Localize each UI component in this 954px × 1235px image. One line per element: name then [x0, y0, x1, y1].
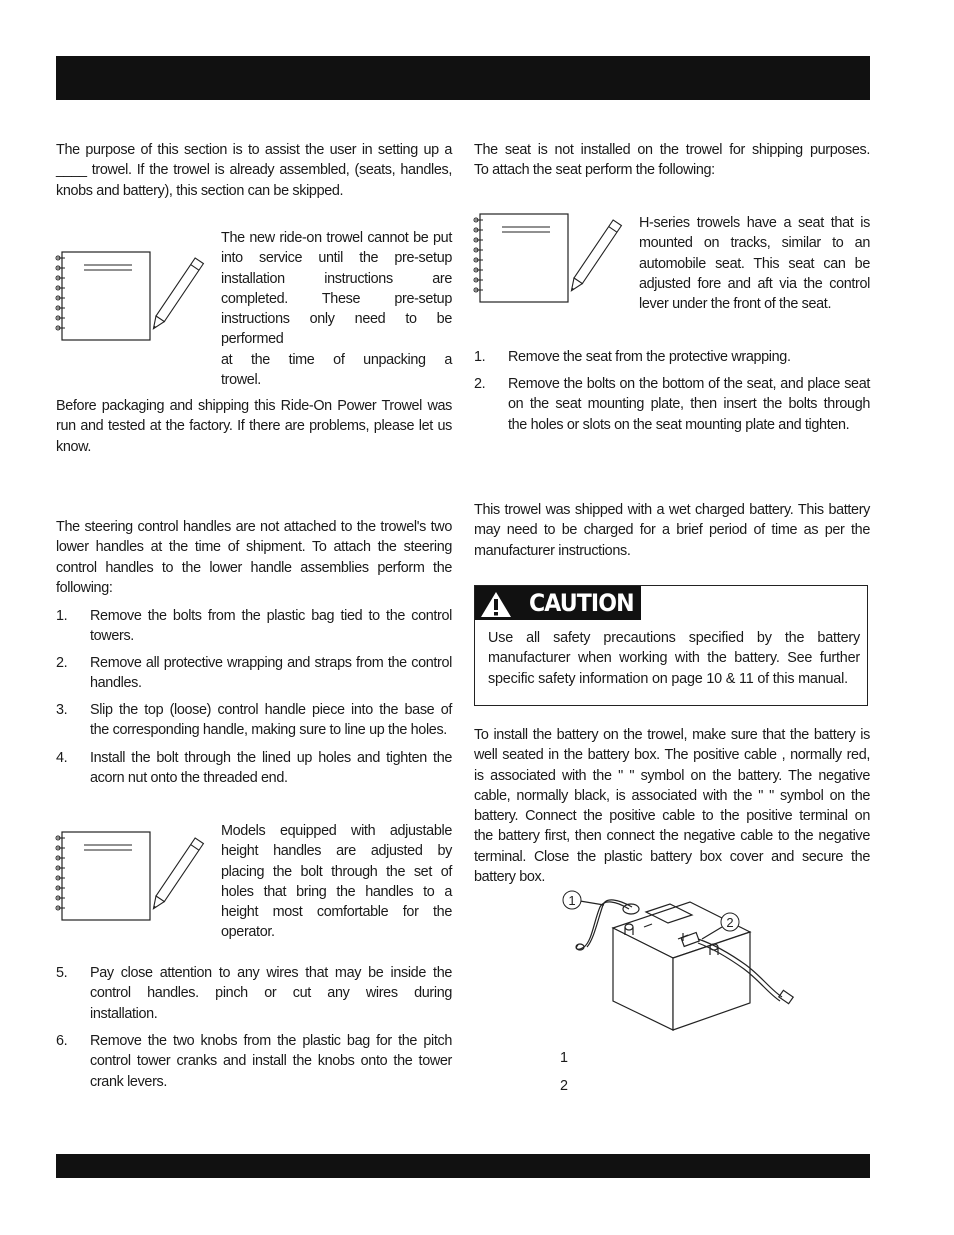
list-number: 3. [56, 702, 68, 718]
text-line: This trowel was shipped with a wet charged battery. This battery [474, 502, 870, 518]
notebook-pencil-icon [472, 208, 628, 308]
text-line: H-series trowels have a seat that is [639, 215, 870, 231]
text-line: manufacturer when working with the battery. See further [488, 650, 860, 667]
list-number: 1. [56, 608, 68, 624]
text-line: Remove the two knobs from the plastic bag for the pitch [90, 1033, 452, 1049]
text-line: battery. Connect the positive cable to the positive terminal on [474, 808, 870, 825]
text-line: terminal. Close the plastic battery box cover and secure the [474, 848, 870, 865]
text-line: well seated in the battery box. The positive cable , normally red, [474, 747, 870, 764]
text-line: on the seat mounting plate, then insert the bolts through [508, 396, 870, 413]
text-line: manufacturer instructions. [474, 542, 631, 559]
list-number: 1. [474, 349, 486, 365]
text-line: at the time of unpacking a [221, 351, 452, 368]
list-text [90, 606, 452, 647]
text-line: installation. [90, 1005, 158, 1022]
text-line: control tower cranks and install the knobs onto the tower [90, 1053, 452, 1070]
list-item [56, 963, 452, 1024]
text-line: Remove the bolts on the bottom of the seat, and place seat [508, 376, 870, 392]
text-line: the corresponding handle, making sure to line up the holes. [90, 722, 447, 739]
notebook-pencil-icon [54, 246, 210, 346]
text-line: may need to be charged for a brief period of time as per the [474, 522, 870, 539]
list-text [90, 748, 452, 789]
list-item [56, 653, 452, 694]
text-line: Remove the bolts from the plastic bag tied to the control [90, 608, 452, 624]
text-line: towers. [90, 628, 134, 645]
text-line: mounted on tracks, similar to an [639, 235, 870, 252]
text-line: is associated with the " " symbol on the battery. The negative [474, 767, 870, 784]
text-line: holes that bring the handles to a [221, 883, 452, 900]
text-line: height most comfortable for the [221, 904, 452, 921]
text-line: Remove the seat from the protective wrapping. [508, 349, 791, 365]
battery-diagram [556, 885, 806, 1055]
text-line: lower handles at the time of shipment. To attach the steering [56, 539, 452, 556]
text-line: To install the battery on the trowel, make sure that the battery is [474, 727, 870, 743]
list-number: 5. [56, 965, 68, 981]
caution-label: CAUTION [529, 589, 634, 617]
text-line: height handles are adjusted by [221, 843, 452, 860]
text-line: The purpose of this section is to assist the user in setting up a [56, 142, 452, 158]
callout-2: 2 [726, 915, 734, 930]
list-number: 2. [56, 655, 68, 671]
caution-box [474, 585, 868, 706]
text-line: Slip the top (loose) control handle piece into the base of [90, 702, 452, 718]
text-line: placing the bolt through the set of [221, 863, 452, 880]
text-line: The seat is not installed on the trowel for shipping purposes. [474, 142, 870, 158]
text-line: The steering control handles are not attached to the trowel's two [56, 519, 452, 535]
text-line: specific safety information on page 10 & 11 of this manual. [488, 670, 848, 687]
text-line: Remove all protective wrapping and straps from the control [90, 655, 452, 671]
list-number: 6. [56, 1033, 68, 1049]
text-line: operator. [221, 924, 275, 941]
text-line: lever under the front of the seat. [639, 296, 832, 313]
list-text [508, 347, 870, 367]
text-line: completed. These pre-setup [221, 290, 452, 307]
text-line: The new ride-on trowel cannot be put [221, 230, 452, 246]
list-text [508, 374, 870, 435]
callout-1: 1 [568, 893, 576, 908]
text-line: cable, normally black, is associated with the " " symbol on the [474, 787, 870, 804]
steering-handles-paragraph [56, 517, 452, 598]
text-line: run and tested at the factory. If there are problems, please let us [56, 418, 452, 435]
warning-triangle-icon [479, 590, 513, 618]
factory-tested-paragraph [56, 396, 452, 457]
note-unpacking [221, 228, 452, 390]
text-line: control handles. pinch or cut any wires during [90, 985, 452, 1002]
text-line: handles. [90, 675, 142, 692]
text-line: the battery first, then connect the negative cable to the negative [474, 828, 870, 845]
text-line: Models equipped with adjustable [221, 823, 452, 839]
list-item [56, 1031, 452, 1092]
header-bar [56, 56, 870, 100]
text-line: the holes or slots on the seat mounting plate and tighten. [508, 416, 850, 433]
legend-item-2: 2 [560, 1078, 569, 1094]
text-line: ____ trowel. If the trowel is already assembled, (seats, handles, [56, 162, 452, 179]
text-line: Pay close attention to any wires that may be inside the [90, 965, 452, 981]
text-line: Before packaging and shipping this Ride-On Power Trowel was [56, 398, 452, 414]
list-text [90, 1031, 452, 1092]
text-line: crank levers. [90, 1073, 168, 1090]
list-text [90, 700, 452, 741]
text-line: control handles to the lower handle assemblies perform the [56, 559, 452, 576]
list-item [56, 748, 452, 789]
text-line: Use all safety precautions specified by the battery [488, 630, 860, 646]
text-line: trowel. [221, 372, 261, 389]
intro-paragraph [56, 140, 452, 201]
note-adjustable-handles [221, 821, 452, 943]
list-item [56, 606, 452, 647]
text-line: To attach the seat perform the following: [474, 162, 715, 179]
list-item [474, 374, 870, 435]
list-text [90, 963, 452, 1024]
notebook-pencil-icon [54, 826, 210, 926]
caution-header [475, 586, 641, 620]
list-item [474, 347, 870, 367]
text-line: know. [56, 438, 92, 455]
text-line: instructions only need to be performed [221, 311, 452, 348]
list-number: 2. [474, 376, 486, 392]
text-line: into service until the pre-setup [221, 250, 452, 267]
text-line: automobile seat. This seat can be [639, 255, 870, 272]
list-number: 4. [56, 750, 68, 766]
caution-text [488, 628, 860, 689]
text-line: battery box. [474, 869, 545, 886]
footer-bar [56, 1154, 870, 1178]
text-line: Install the bolt through the lined up holes and tighten the [90, 750, 452, 766]
text-line: adjusted fore and aft via the control [639, 275, 870, 292]
text-line: acorn nut onto the threaded end. [90, 770, 288, 787]
text-line: knobs and battery), this section can be skipped. [56, 182, 344, 199]
seat-paragraph [474, 140, 870, 181]
battery-paragraph [474, 500, 870, 561]
list-item [56, 700, 452, 741]
note-h-series-seat [639, 213, 870, 314]
legend-item-1: 1 [560, 1050, 569, 1066]
text-line: following: [56, 579, 113, 596]
battery-install-paragraph [474, 725, 870, 887]
text-line: installation instructions are [221, 270, 452, 287]
list-text [90, 653, 452, 694]
